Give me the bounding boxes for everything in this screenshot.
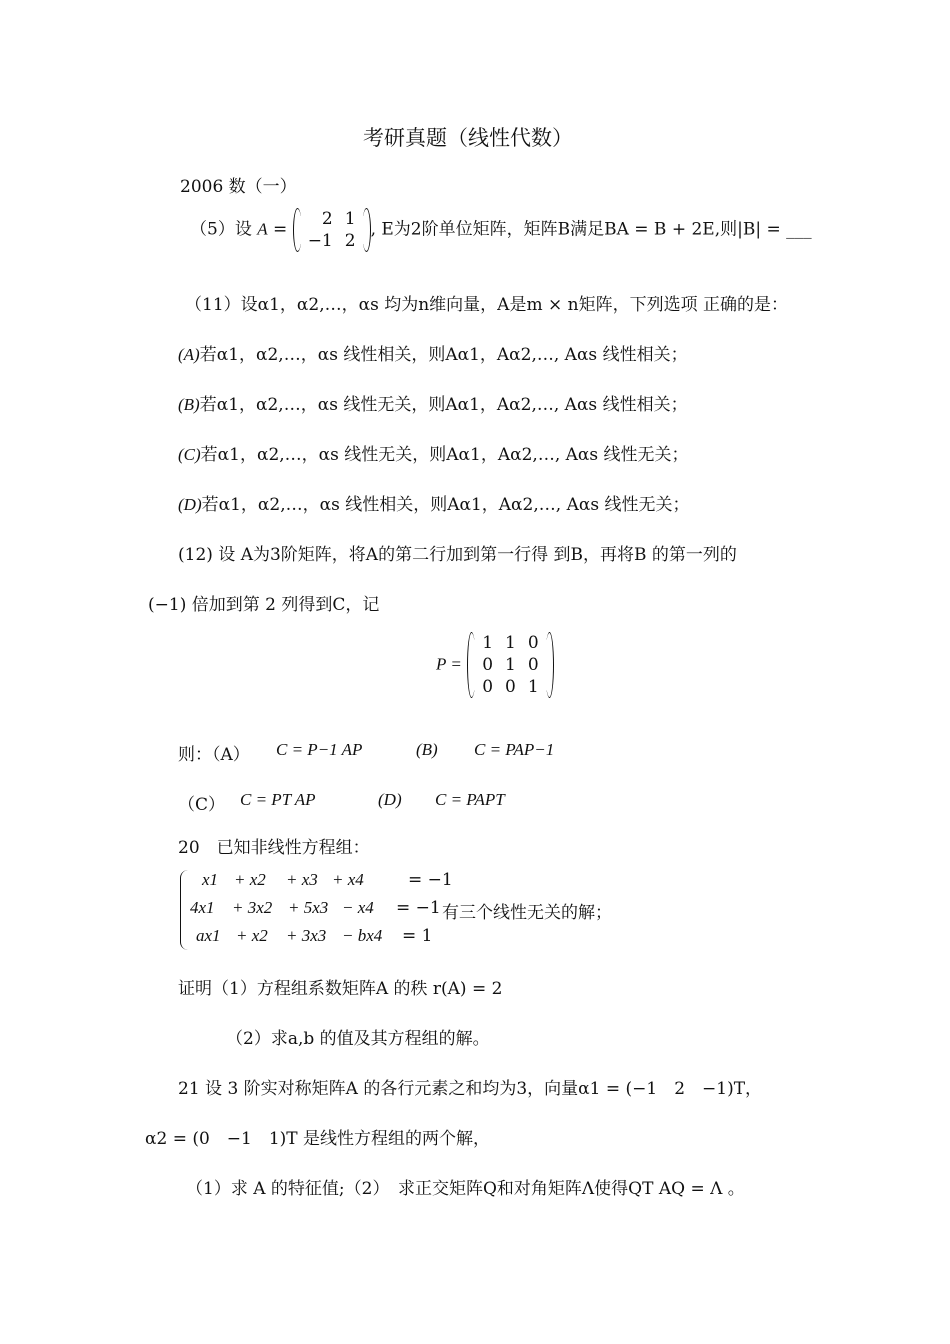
rhs: = −1 xyxy=(408,870,453,890)
term: ax1 xyxy=(196,926,221,945)
matrix-p-cell: 1 xyxy=(482,633,494,653)
matrix-a xyxy=(293,208,371,252)
choice-d-formula: C = PAPT xyxy=(435,790,505,809)
matrix-a-cell: 1 xyxy=(344,209,356,229)
question-21-line2: α2 = (0 −1 1)T 是线性方程组的两个解， xyxy=(145,1129,491,1149)
matrix-a-cell: −1 xyxy=(307,231,333,251)
term: − bx4 xyxy=(342,926,383,945)
matrix-a-cell: 2 xyxy=(344,231,356,251)
q12-choice-a xyxy=(276,740,362,760)
q12-choice-a-label: 则：（A） xyxy=(178,745,250,765)
rhs: = 1 xyxy=(402,926,433,946)
option-label: (A) xyxy=(178,345,200,364)
question-5: （5）设 A = 2 1 −1 2 , E为2阶单位矩阵，矩阵B满足BA = B + 2E,则|B| = ___ xyxy=(190,209,812,251)
matrix-p xyxy=(467,632,553,698)
choice-d-label: (D) xyxy=(378,790,402,809)
term: + x3 xyxy=(286,870,318,889)
term: x1 xyxy=(202,870,219,889)
question-12-line2: (−1) 倍加到第 2 列得到C，记 xyxy=(148,595,380,615)
matrix-p-cell: 1 xyxy=(505,633,516,653)
q12-choice-d-label xyxy=(378,790,402,810)
term: + x4 xyxy=(332,870,364,889)
choice-c-formula: C = PT AP xyxy=(240,790,316,809)
p-label: P = xyxy=(436,654,462,674)
question-11-stem: （11）设α1，α2,…，αs 均为n维向量，A是m × n矩阵，下列选项 正确的是： xyxy=(185,295,788,315)
q12-choice-b xyxy=(474,740,554,760)
q12-choice-c xyxy=(240,790,316,810)
page-title: 考研真题（线性代数） xyxy=(363,126,573,150)
year-heading: 2006 数（一） xyxy=(180,177,297,197)
matrix-p-block xyxy=(436,632,554,698)
q5-label: （5）设 xyxy=(190,219,252,240)
question-21-line1: 21 设 3 阶实对称矩阵A 的各行元素之和均为3，向量α1 = (−1 2 −1)T， xyxy=(178,1079,763,1099)
q11-option-a xyxy=(178,340,688,365)
rhs: = −1 xyxy=(396,898,441,918)
q20-part2: （2）求a,b 的值及其方程组的解。 xyxy=(226,1029,490,1049)
term: + x2 xyxy=(236,926,268,945)
matrix-p-cell: 0 xyxy=(527,633,539,653)
matrix-p-cell: 1 xyxy=(505,655,516,675)
matrix-a-cell: 2 xyxy=(321,209,333,229)
matrix-p-cell: 0 xyxy=(482,677,494,697)
term: 4x1 xyxy=(190,898,215,917)
q12-choice-c-label: （C） xyxy=(178,795,226,815)
q5-text: E为2阶单位矩阵，矩阵B满足BA = B + 2E,则|B| = ___ xyxy=(381,219,812,240)
matrix-p-cell: 0 xyxy=(482,655,494,675)
q20-part1: 证明（1）方程组系数矩阵A 的秩 r(A) = 2 xyxy=(178,979,503,999)
term: − x4 xyxy=(342,898,374,917)
choice-b-label: (B) xyxy=(416,740,438,759)
matrix-p-cell: 1 xyxy=(527,677,539,697)
matrix-p-cell: 0 xyxy=(527,655,539,675)
q11-option-d xyxy=(178,490,689,515)
matrix-p-cell: 0 xyxy=(505,677,516,697)
q12-choice-b-label xyxy=(416,740,438,760)
term: + 5x3 xyxy=(288,898,329,917)
term: + x2 xyxy=(234,870,266,889)
equation-tail: 有三个线性无关的解； xyxy=(442,903,612,923)
option-text: 若α1，α2,…，αs 线性无关，则Aα1，Aα2,…, Aαs 线性无关； xyxy=(200,445,689,465)
option-text: 若α1，α2,…，αs 线性相关，则Aα1，Aα2,…, Aαs 线性无关； xyxy=(201,495,690,515)
term: + 3x3 xyxy=(286,926,327,945)
question-21-line3: （1）求 A 的特征值;（2） 求正交矩阵Q和对角矩阵Λ使得QT AQ = Λ 。 xyxy=(186,1179,745,1199)
q11-option-c xyxy=(178,440,689,465)
question-12-line1: (12) 设 A为3阶矩阵，将A的第二行加到第一行得 到B，再将B 的第一列的 xyxy=(178,545,737,565)
q12-choice-d xyxy=(435,790,505,810)
option-text: 若α1，α2,…，αs 线性相关，则Aα1，Aα2,…, Aαs 线性相关； xyxy=(199,345,688,365)
choice-b-formula: C = PAP−1 xyxy=(474,740,555,759)
term: + 3x2 xyxy=(232,898,273,917)
question-20-title: 20 已知非线性方程组： xyxy=(178,838,370,858)
option-label: (B) xyxy=(178,395,200,414)
q11-option-b xyxy=(178,390,688,415)
option-label: (D) xyxy=(178,495,202,514)
choice-a-formula: C = P−1 AP xyxy=(276,740,363,759)
option-text: 若α1，α2,…，αs 线性无关，则Aα1，Aα2,…, Aαs 线性相关； xyxy=(199,395,688,415)
option-label: (C) xyxy=(178,445,201,464)
